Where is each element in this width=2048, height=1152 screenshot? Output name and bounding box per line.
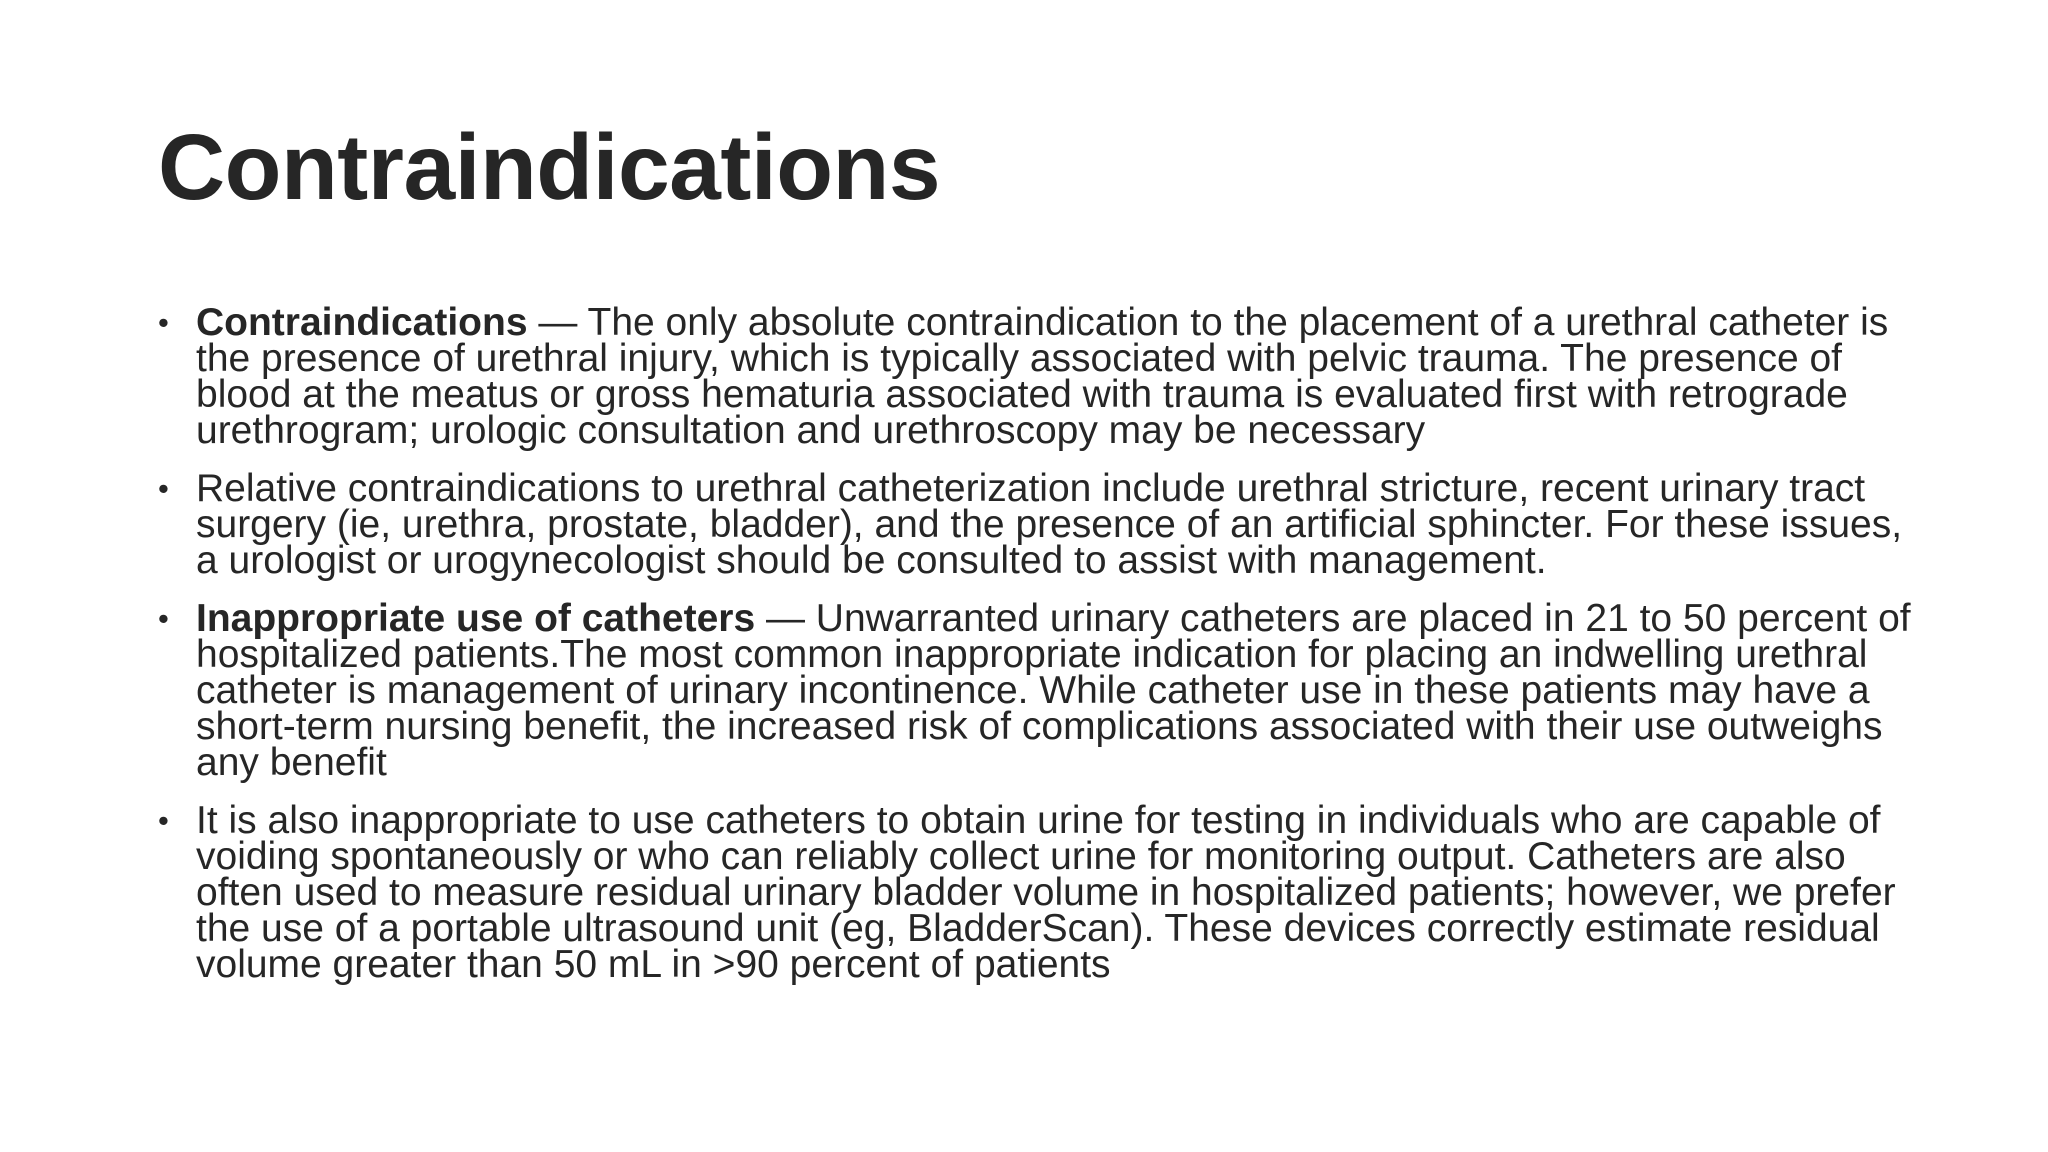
slide-title: Contraindications (158, 115, 941, 219)
bullet-point-icon: • (158, 471, 169, 506)
bullet-text: Relative contraindications to urethral catheterization include urethral stricture, recent urinary tract surgery (ie, urethra, prostate, bladder), and the presence of an artificial sphincter. For these issues, a urologist or urogynecologist should be consulted to assist with management. (196, 467, 1903, 582)
bullet-point-icon: • (158, 601, 169, 636)
bullet-lead: Contraindications (196, 301, 528, 344)
bullet-lead: Inappropriate use of catheters (196, 597, 756, 640)
bullet-item (158, 301, 1918, 452)
bullet-point-icon: • (158, 305, 169, 340)
bullet-text: — The only absolute contraindication to the placement of a urethral catheter is the presence of urethral injury, which is typically associated with pelvic trauma. The presence of blood at the meatus or gross hematuria associated with trauma is evaluated first with retrograde urethrogram; urologic consultation and urethroscopy may be necessary (196, 301, 1889, 452)
bullet-text: — Unwarranted urinary catheters are placed in 21 to 50 percent of hospitalized patients.The most common inappropriate indication for placing an indwelling urethral catheter is management of urinary incontinence. While catheter use in these patients may have a short-term nursing benefit, the increased risk of complications associated with their use outweighs any benefit (196, 597, 1911, 784)
bullet-list (158, 301, 1918, 1005)
bullet-point-icon: • (158, 803, 169, 838)
bullet-item (158, 597, 1918, 784)
bullet-item (158, 467, 1918, 582)
bullet-item (158, 799, 1918, 986)
bullet-text: It is also inappropriate to use catheters to obtain urine for testing in individuals who are capable of voiding spontaneously or who can reliably collect urine for monitoring output. Catheters are also often used to measure residual urinary bladder volume in hospitalized patients; however, we prefer the use of a portable ultrasound unit (eg, BladderScan). These devices correctly estimate residual volume greater than 50 mL in >90 percent of patients (196, 799, 1896, 986)
